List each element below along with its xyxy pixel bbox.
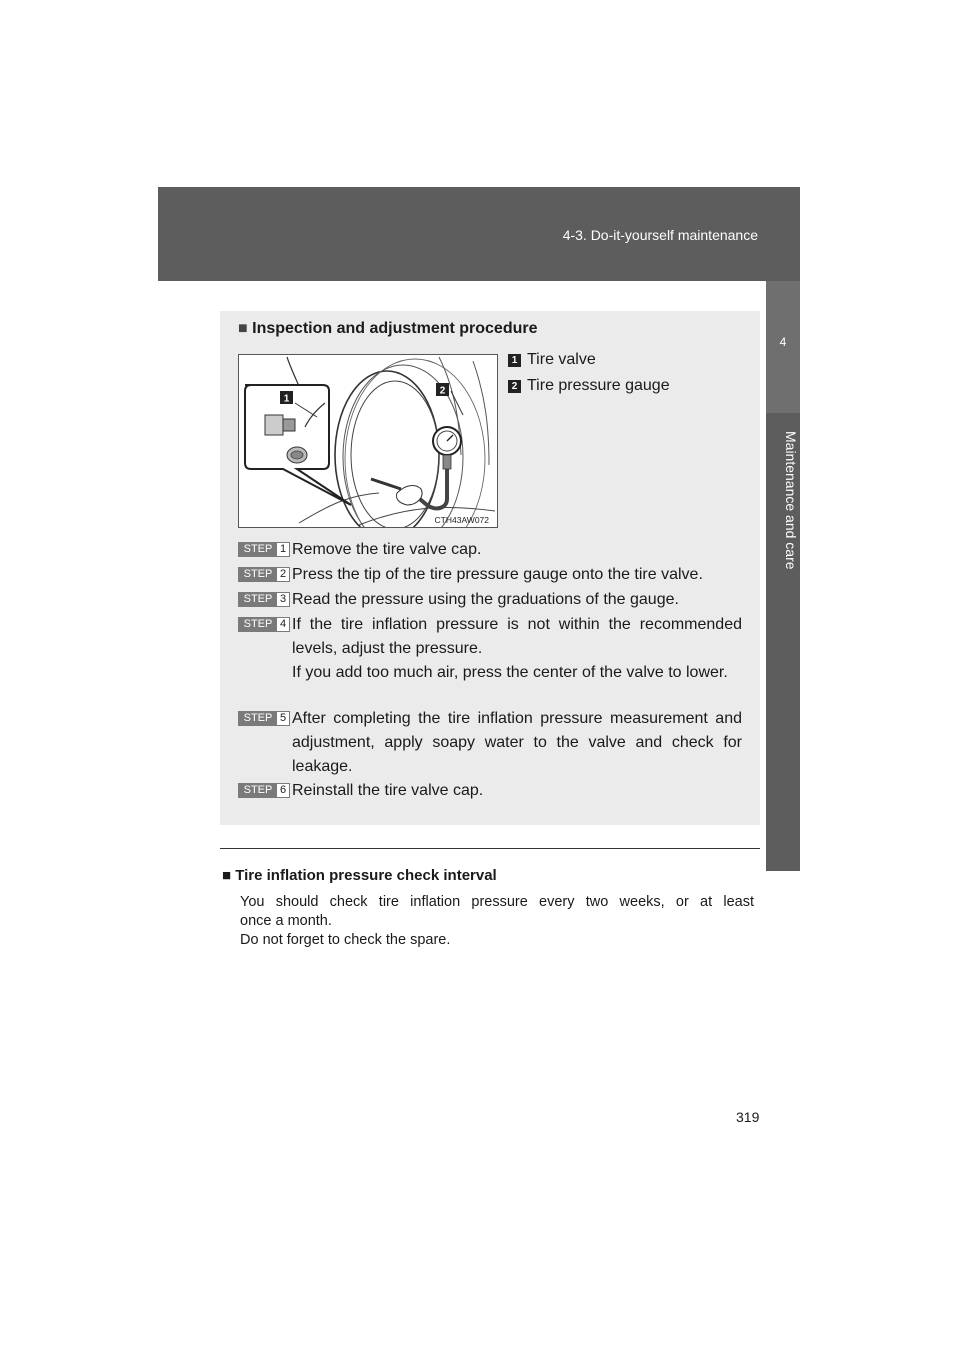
header-band (158, 187, 800, 281)
step-text: After completing the tire inflation pressure measurement and adjustment, apply soapy water to the valve and check for leakage. (292, 710, 742, 775)
legend-label: Tire valve (527, 351, 596, 368)
note-title (222, 867, 497, 884)
step-badge: STEP 5 (238, 711, 290, 726)
section-title: 4-3. Do-it-yourself maintenance (562, 227, 758, 243)
number-2-icon: 2 (508, 380, 521, 393)
step-5 (238, 707, 742, 779)
number-1-icon: 1 (508, 354, 521, 367)
step-text: Press the tip of the tire pressure gauge onto the tire valve. (292, 566, 703, 583)
step-2 (238, 563, 742, 587)
square-bullet-icon: ■ (238, 320, 248, 337)
step-badge: STEP 1 (238, 542, 290, 557)
legend-item-tire-valve (508, 351, 596, 369)
svg-text:1: 1 (283, 393, 290, 405)
note-body (240, 893, 754, 950)
note-line: You should check tire inflation pressure every two weeks, or at least (240, 894, 754, 910)
step-3 (238, 588, 742, 612)
procedure-title (238, 320, 538, 338)
step-badge: STEP 2 (238, 567, 290, 582)
side-tab (766, 281, 800, 871)
step-text: Reinstall the tire valve cap. (292, 782, 484, 799)
step-badge: STEP 4 (238, 617, 290, 632)
chapter-label-tab (766, 413, 800, 871)
step-1 (238, 538, 742, 562)
step-6 (238, 779, 742, 803)
chapter-number: 4 (766, 281, 800, 413)
section-divider (220, 848, 760, 849)
note-line: Do not forget to check the spare. (240, 932, 451, 948)
chapter-label: Maintenance and care (783, 431, 799, 570)
step-text: If the tire inflation pressure is not within the recommended levels, adjust the pressure. (292, 616, 742, 657)
tire-gauge-drawing (239, 355, 497, 527)
square-bullet-icon: ■ (222, 867, 232, 884)
procedure-title-text: Inspection and adjustment procedure (252, 320, 538, 337)
tire-valve-illustration (238, 354, 498, 528)
step-text: Read the pressure using the graduations of the gauge. (292, 591, 679, 608)
note-title-text: Tire inflation pressure check interval (235, 867, 497, 884)
page-number: 319 (736, 1109, 760, 1125)
step-text-continued: If you add too much air, press the center of the valve to lower. (292, 664, 728, 681)
illustration-code: CTH43AW072 (434, 515, 489, 525)
step-badge: STEP 3 (238, 592, 290, 607)
step-badge: STEP 6 (238, 783, 290, 798)
note-line: once a month. (240, 913, 332, 929)
step-text: Remove the tire valve cap. (292, 541, 482, 558)
legend-item-tire-pressure-gauge (508, 377, 670, 395)
step-4 (238, 613, 742, 685)
legend-label: Tire pressure gauge (527, 377, 670, 394)
svg-text:2: 2 (439, 385, 446, 397)
